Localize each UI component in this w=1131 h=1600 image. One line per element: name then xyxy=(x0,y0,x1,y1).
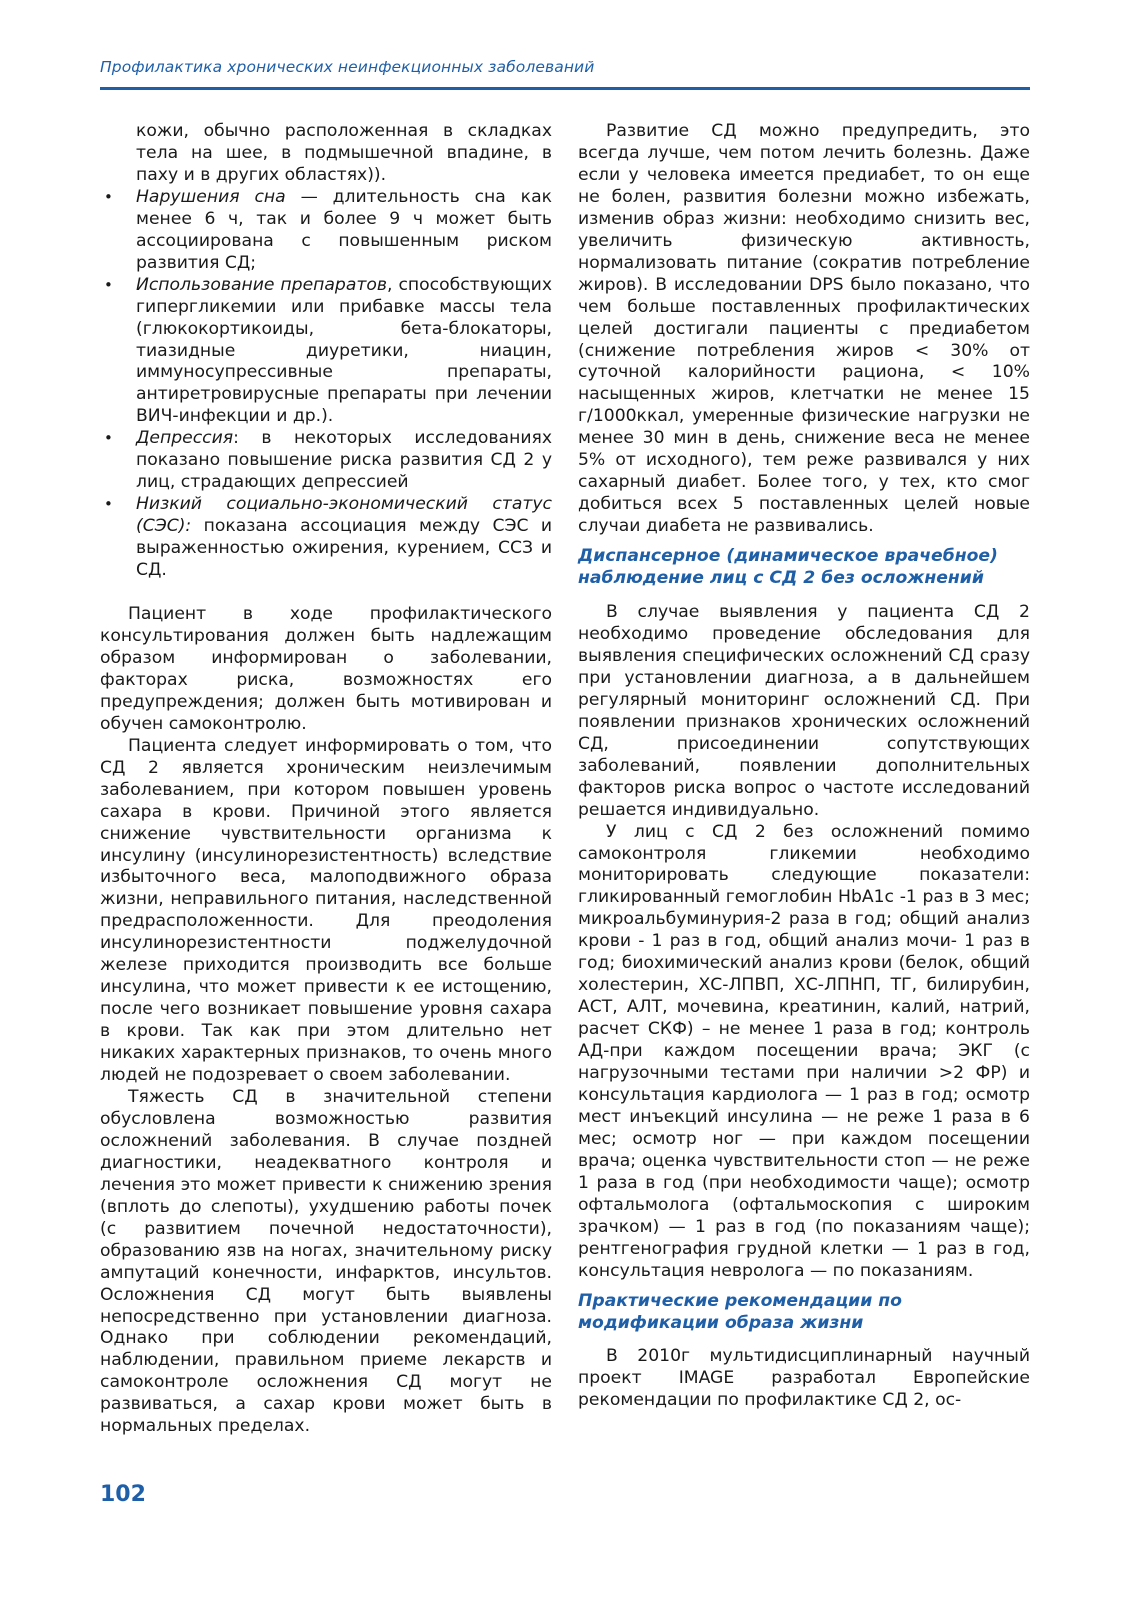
header-divider xyxy=(100,87,1030,90)
bullet-term: Депрессия xyxy=(136,428,234,449)
bullet-text: показана ассоциация между СЭС и выраженностью ожирения, курением, ССЗ и СД. xyxy=(136,516,552,581)
list-item xyxy=(100,494,552,582)
list-item xyxy=(100,187,552,275)
list-item xyxy=(100,275,552,429)
body-paragraph: В 2010г мультидисциплинарный научный проект IMAGE разработал Европейские рекомендации по профилактике СД 2, ос- xyxy=(578,1346,1030,1411)
bullet-term: Использование препаратов xyxy=(136,274,388,295)
bullet-icon: • xyxy=(104,429,113,448)
section-heading: Диспансерное (динамическое врачебное) наблюдение лиц с СД 2 без осложнений xyxy=(578,546,998,589)
body-paragraph: В случае выявления у пациента СД 2 необходимо проведение обследования для выявления специфических осложнений СД сразу при установлении диагноза, а в дальнейшем регулярный мониторинг осложнений СД. При появлении признаков хронических осложнений СД, присоединении сопутствующих заболеваний, появлении дополнительных факторов риска вопрос о частоте исследований решается индивидуально. xyxy=(578,602,1030,820)
bullet-icon: • xyxy=(104,495,113,514)
risk-factor-list xyxy=(100,187,552,582)
body-paragraph: У лиц с СД 2 без осложнений помимо самоконтроля гликемии необходимо мониторировать следующие показатели: гликированный гемоглобин HbA1c -1 раз в 3 мес; микроальбуминурия-2 раза в год; общий анализ крови - 1 раз в год, общий анализ мочи- 1 раз в год; биохимический анализ крови (белок, общий холестерин, ХС-ЛПВП, ХС-ЛПНП, ТГ, билирубин, АСТ, АЛТ, мочевина, креатинин, калий, натрий, расчет СКФ) – не менее 1 раза в год; контроль АД-при каждом посещении врача; ЭКГ (с нагрузочными тестами при наличии >2 ФР) и консультация кардиолога — 1 раз в год; осмотр мест инъекций инсулина — не реже 1 раза в 6 мес; осмотр ног — при каждом посещении врача; оценка чувствительности стоп — не реже 1 раза в год (при необходимости чаще); осмотр офтальмолога (офтальмоскопия с широким зрачком) — 1 раз в год (по показаниям чаще); рентгенография грудной клетки — 1 раз в год, консультация невролога — по показаниям. xyxy=(578,821,1030,1281)
page-number: 102 xyxy=(100,1482,146,1507)
bullet-icon: • xyxy=(104,275,113,294)
body-paragraph: Пациента следует информировать о том, что СД 2 является хроническим неизлечимым заболеванием, при котором повышен уровень сахара в крови. Причиной этого является снижение чувствительности организма к инсулину (инсулинорезистентность) вследствие избыточного веса, малоподвижного образа жизни, неправильного питания, наследственной предрасположенности. Для преодоления инсулинорезистентности поджелудочной железе приходится производить все больше инсулина, что может привести к ее истощению, после чего возникает повышение уровня сахара в крови. Так как при этом длительно нет никаких характерных признаков, то очень много людей не подозревает о своем заболевании. xyxy=(100,735,552,1086)
body-paragraph: Тяжесть СД в значительной степени обусловлена возможностью развития осложнений заболевания. В случае поздней диагностики, неадекватного контроля и лечения это может привести к снижению зрения (вплоть до слепоты), ухудшению работы почек (с развитием почечной недостаточности), образованию язв на ногах, значительному риску ампутаций конечности, инфарктов, инсультов. Осложнения СД могут быть выявлены непосредственно при установлении диагноза. Однако при соблюдении рекомендаций, наблюдении, правильном приеме лекарств и самоконтроле осложнения СД могут не развиваться, а сахар крови может быть в нормальных пределах. xyxy=(100,1086,552,1437)
right-column xyxy=(578,121,1030,1412)
bullet-continuation-text: кожи, обычно расположенная в складках тела на шее, в подмышечной впадине, в паху и в других областях)). xyxy=(136,121,552,185)
running-header-title: Профилактика хронических неинфекционных заболеваний xyxy=(100,58,595,76)
list-item xyxy=(100,428,552,494)
left-column xyxy=(100,121,552,1438)
bullet-term: Нарушения сна xyxy=(136,186,286,207)
section-heading: Практические рекомендации по модификации образа жизни xyxy=(578,1290,902,1333)
bullet-text: , способствующих гипергликемии или прибавке массы тела (глюкокортикоиды, бета-блокаторы, тиазидные диуретики, ниацин, иммуносупрессивные препараты, антиретровирусные препараты при лечении ВИЧ-инфекции и др.). xyxy=(136,274,552,427)
bullet-icon: • xyxy=(104,187,113,206)
bullet-text: : в некоторых исследованиях показано повышение риска развития СД 2 у лиц, страдающих депрессией xyxy=(136,428,552,493)
body-paragraph: Пациент в ходе профилактического консультирования должен быть надлежащим образом информирован о заболевании, факторах риска, возможностях его предупреждения; должен быть мотивирован и обучен самоконтролю. xyxy=(100,604,552,734)
bullet-text: — длительность сна как менее 6 ч, так и более 9 ч может быть ассоциирована с повышенным риском развития СД; xyxy=(136,186,552,273)
body-paragraph: Развитие СД можно предупредить, это всегда лучше, чем потом лечить болезнь. Даже если у человека имеется предиабет, то он еще не болен, развития болезни можно избежать, изменив образ жизни: необходимо снизить вес, увеличить физическую активность, нормализовать питание (сократив потребление жиров). В исследовании DPS было показано, что чем больше поставленных профилактических целей достигали пациенты с предиабетом (снижение потребления жиров < 30% от суточной калорийности рациона, < 10% насыщенных жиров, клетчатки не менее 15 г/1000ккал, умеренные физические нагрузки не менее 30 мин в день, снижение веса не менее 5% от исходного), тем реже развивался у них сахарный диабет. Более того, у тех, кто смог добиться всех 5 поставленных целей новые случаи диабета не развивались. xyxy=(578,121,1030,537)
bullet-term: Низкий социально-экономический статус (СЭС): xyxy=(136,494,552,537)
